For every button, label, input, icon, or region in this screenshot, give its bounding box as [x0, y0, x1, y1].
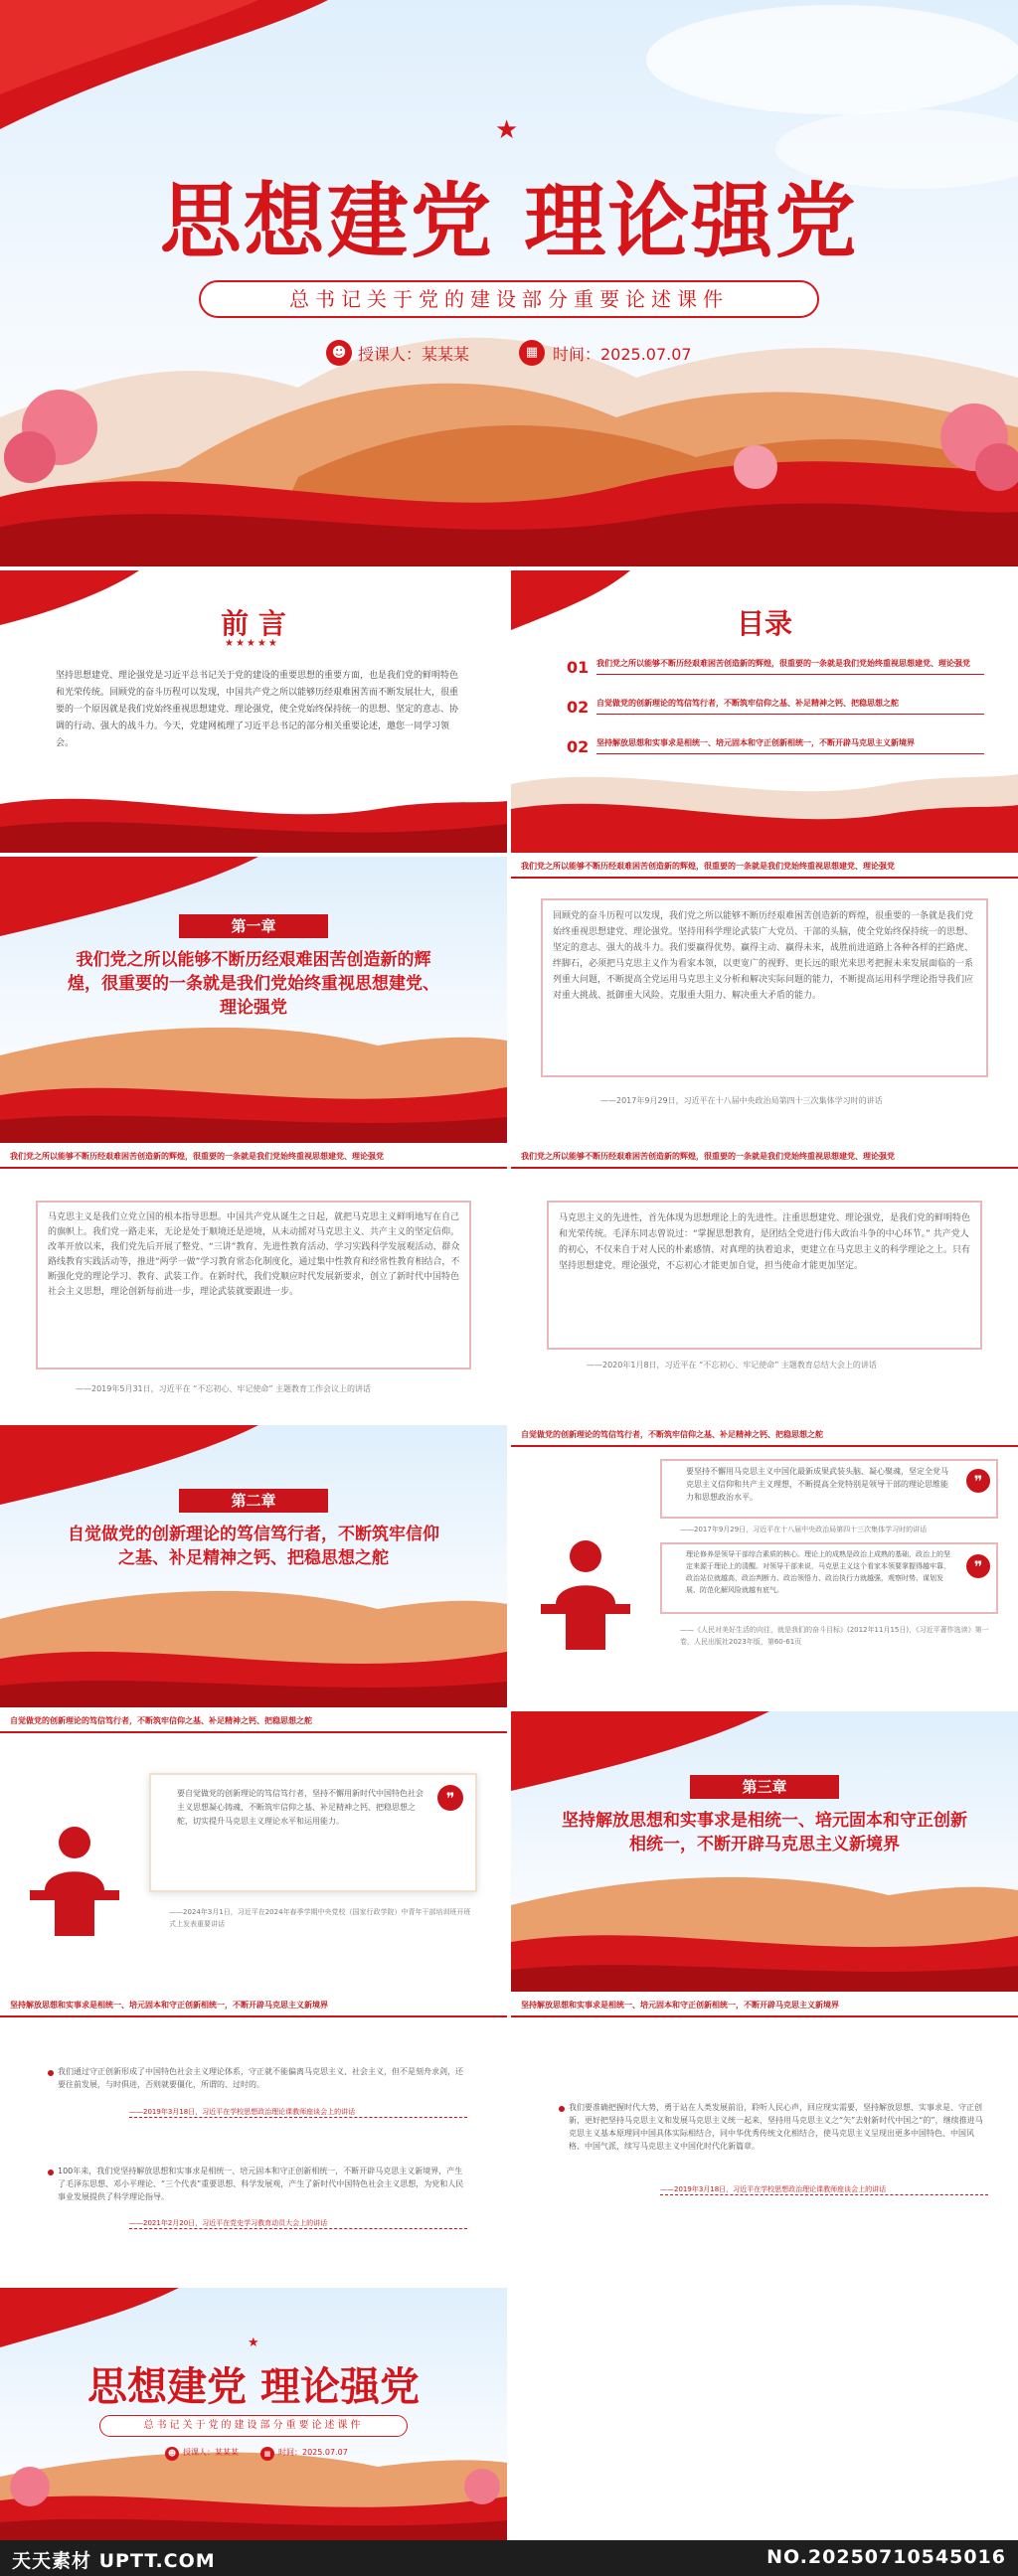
quote1-slide [511, 857, 1018, 1143]
cover-slide [0, 0, 1018, 566]
quote5-source: ——《人民对美好生活的向往，就是我们的奋斗目标》(2012年11月15日)，《习近平著作选读》第一卷，人民出版社2023年版，第60-61页 [680, 1626, 989, 1646]
quote8-body: 100年来，我们党坚持解放思想和实事求是相统一、培元固本和守正创新相统一，不断开辟马克思主义新境界，产生了毛泽东思想、邓小平理论、“三个代表”重要思想、科学发展观，产生了新时代中国特色社会主义思想，为党和人民事业发展提供了科学理论指导。 [58, 2167, 464, 2201]
cover-title: 思想建党 理论强党 [159, 175, 859, 269]
end-cover-date: 时间：2025.07.07 [278, 2448, 348, 2457]
quote3-source: ——2020年1月8日，习近平在 “不忘初心、牢记使命” 主题教育总结大会上的讲话 [587, 1361, 877, 1369]
toc-item-text: 我们党之所以能够不断历经艰难困苦创造新的辉煌，很重要的一条就是我们党始终重视思想建党、理论强党 [596, 658, 984, 675]
toc-item-text: 坚持解放思想和实事求是相统一、培元固本和守正创新相统一，不断开辟马克思主义新境界 [596, 737, 984, 754]
quote4-source: ——2017年9月29日，习近平在十八届中央政治局第四十三次集体学习时的讲话 [680, 1526, 928, 1533]
chapter3-slide [511, 1711, 1018, 1992]
chapter2-slide [0, 1425, 507, 1707]
quote6-slide [0, 1711, 507, 1992]
quote78-slide [0, 1996, 507, 2284]
quote8-source: ——2021年2月20日，习近平在党史学习教育动员大会上的讲话 [129, 2218, 467, 2229]
quote3-body: 马克思主义的先进性，首先体现为思想理论上的先进性。注重思想建党、理论强党，是我们党的鲜明特色和光荣传统。毛泽东同志曾说过：“掌握思想教育，是团结全党进行伟大政治斗争的中心环节。” 共产党人的初心，不仅来自于对人民的朴素感情、对真理的执着追求，更建立在马克思主义的科学理论之上。只有坚持思想建党、理论强党，不忘初心才能更加自觉，担当使命才能更加坚定。 [559, 1213, 971, 1271]
footer-bar [0, 2540, 1018, 2576]
toc-slide [511, 570, 1018, 853]
chapter3-tag: 第三章 [690, 1775, 839, 1799]
quote9-slide [511, 1996, 1018, 2284]
section-strip: 我们党之所以能够不断历经艰难困苦创造新的辉煌，很重要的一条就是我们党始终重视思想建党、理论强党 [0, 1147, 507, 1169]
toc-item-number: 02 [567, 737, 590, 756]
preface-heading: 前 言 [221, 607, 286, 640]
section-strip: 坚持解放思想和实事求是相统一、培元固本和守正创新相统一，不断开辟马克思主义新境界 [511, 1996, 1018, 2017]
section-strip: 坚持解放思想和实事求是相统一、培元固本和守正创新相统一，不断开辟马克思主义新境界 [0, 1996, 507, 2017]
quote7-body: 我们通过守正创新形成了中国特色社会主义理论体系，守正就不能偏离马克思主义、社会主义，但不是刻舟求剑，还要往前发展，与时俱进，否则就要僵化，所谓的、过时的。 [58, 2067, 463, 2089]
end-cover-title: 思想建党 理论强党 [87, 2364, 420, 2410]
chapter3-title: 坚持解放思想和实事求是相统一、培元固本和守正创新相统一，不断开辟马克思主义新境界 [562, 1811, 967, 1854]
preface-stars: ★★★★★ [225, 638, 279, 649]
cover-date: 时间：2025.07.07 [553, 345, 692, 364]
quote7-bullet-icon [48, 2070, 54, 2076]
section-strip: 自觉做党的创新理论的笃信笃行者，不断筑牢信仰之基、补足精神之钙、把稳思想之舵 [511, 1425, 1018, 1447]
quote45-slide [511, 1425, 1018, 1707]
presenter-icon: ☻ [326, 340, 352, 366]
calendar-icon: ▦ [260, 2447, 274, 2461]
toc-item-number: 02 [567, 698, 590, 717]
toc-heading: 目录 [736, 607, 792, 640]
quote9-bullet-icon [559, 2106, 565, 2112]
section-strip: 我们党之所以能够不断历经艰难困苦创造新的辉煌，很重要的一条就是我们党始终重视思想建党、理论强党 [511, 1147, 1018, 1169]
quote4-mark-icon: ❞ [966, 1469, 990, 1493]
quote6-mark-icon: ❞ [437, 1785, 463, 1811]
quote3-slide [511, 1147, 1018, 1421]
quote7-source: ——2019年3月18日，习近平在学校思想政治理论课教师座谈会上的讲话 [129, 2107, 467, 2118]
quote8-bullet-icon [48, 2170, 54, 2175]
speaker-icon [531, 1534, 640, 1654]
end-cover-slide [0, 2288, 507, 2540]
cover-subtitle-box [199, 280, 819, 318]
chapter1-title: 我们党之所以能够不断历经艰难困苦创造新的辉煌，很重要的一条就是我们党始终重视思想建党、理论强党 [68, 950, 439, 1018]
chapter2-tag: 第二章 [179, 1489, 328, 1513]
calendar-icon: ▦ [519, 340, 545, 366]
section-strip: 我们党之所以能够不断历经艰难困苦创造新的辉煌，很重要的一条就是我们党始终重视思想建党、理论强党 [511, 857, 1018, 879]
cover-star: ★ [495, 115, 519, 145]
chapter1-tag: 第一章 [179, 914, 328, 938]
cover-subtitle: 总书记关于党的建设部分重要论述课件 [289, 287, 729, 311]
quote2-source: ——2019年5月31日，习近平在 “不忘初心、牢记使命” 主题教育工作会议上的讲话 [76, 1384, 372, 1393]
chapter1-slide [0, 857, 507, 1143]
quote1-source: ——2017年9月29日，习近平在十八届中央政治局第四十三次集体学习时的讲话 [600, 1096, 883, 1105]
cover-presenter: 授课人：某某某 [358, 345, 470, 364]
toc-item-number: 01 [567, 658, 590, 677]
quote6-body: 要自觉做党的创新理论的笃信笃行者，坚持不懈用新时代中国特色社会主义思想凝心铸魂，不断筑牢信仰之基、补足精神之钙、把稳思想之舵，切实提升马克思主义理论水平和运用能力。 [177, 1789, 424, 1826]
quote5-mark-icon: ❞ [966, 1554, 990, 1578]
quote6-source: ——2024年3月1日，习近平在2024年春季学期中央党校（国家行政学院）中青年干部培训班开班式上发表重要讲话 [169, 1908, 471, 1928]
quote2-body: 马克思主义是我们立党立国的根本指导思想。中国共产党从诞生之日起，就把马克思主义鲜明地写在自己的旗帜上。我们党一路走来，无论是处于顺境还是逆境，从未动摇对马克思主义、共产主义的坚定信仰。改革开放以来，我们党先后开展了整党、“三讲”教育、先进性教育活动、学习实践科学发展观活动、群众路线教育实践活动等，推进“两学一做”学习教育常态化制度化，通过集中性教育和经常性教育相结合，不断强化党的理论学习、教育、武装工作。在新时代，我们党顺应时代发展新要求，创立了新时代中国特色社会主义思想，理论创新每前进一步，理论武装就要跟进一步。 [48, 1212, 460, 1297]
end-cover-star: ★ [248, 2335, 259, 2350]
quote2-slide [0, 1147, 507, 1421]
quote1-body: 回顾党的奋斗历程可以发现，我们党之所以能够不断历经艰难困苦创造新的辉煌，很重要的一条就是我们党始终重视思想建党、理论强党。坚持用科学理论武装广大党员、干部的头脑，使全党始终保持统一的思想、坚定的意志、强大的战斗力。我们要赢得优势、赢得主动、赢得未来，战胜前进道路上各种各样的拦路虎、绊脚石，必须把马克思主义作为看家本领，以更宽广的视野、更长远的眼光来思考把握未来发展面临的一系列重大问题，不断提高全党运用马克思主义分析和解决实际问题的能力，不断提高运用科学理论指导我们应对重大挑战、抵御重大风险、克服重大阻力、解决重大矛盾的能力。 [553, 911, 974, 1001]
footer-code: NO.20250710545016 [766, 2546, 1006, 2568]
end-cover-subtitle-box [99, 2415, 408, 2437]
end-cover-subtitle: 总书记关于党的建设部分重要论述课件 [143, 2420, 364, 2431]
section-strip: 自觉做党的创新理论的笃信笃行者，不断筑牢信仰之基、补足精神之钙、把稳思想之舵 [0, 1711, 507, 1733]
quote9-source: ——2019年3月18日，习近平在学校思想政治理论课教师座谈会上的讲话 [660, 2184, 988, 2195]
quote9-body: 我们要准确把握时代大势，勇于站在人类发展前沿，聆听人民心声，回应现实需要，坚持解放思想、实事求是、守正创新，更好把坚持马克思主义和发展马克思主义统一起来，坚持用马克思主义之“矢”去射新时代中国之“的”，继续推进马克思主义基本原理同中国具体实际相结合，同中华优秀传统文化相结合，使马克思主义呈现出更多中国特色、中国风格、中国气派，续写马克思主义中国化时代化新篇章。 [569, 2103, 983, 2151]
preface-slide [0, 570, 507, 853]
footer-brand: 天天素材 UPTT.COM [12, 2550, 216, 2572]
end-cover-background [0, 2288, 507, 2540]
preface-body: 坚持思想建党、理论强党是习近平总书记关于党的建设的重要思想的重要方面，也是我们党的鲜明特色和光荣传统。回顾党的奋斗历程可以发现，中国共产党之所以能够历经艰难困苦而不断发展壮大，很重要的一个原因就是我们党始终重视思想建党、理论强党，使全党始终保持统一的思想、坚定的意志、协调的行动、强大的战斗力。今天，党建网梳理了习近平总书记的部分相关重要论述，邀您一同学习领会。 [56, 671, 459, 748]
toc-item-text: 自觉做党的创新理论的笃信笃行者，不断筑牢信仰之基、补足精神之钙、把稳思想之舵 [596, 698, 984, 715]
presenter-icon: ☻ [165, 2447, 179, 2461]
speaker-icon [20, 1821, 129, 1940]
end-cover-presenter: 授课人：某某某 [183, 2448, 239, 2457]
quote5-body: 理论修养是领导干部综合素质的核心。理论上的成熟是政治上成熟的基础，政治上的坚定来源于理论上的清醒。对领导干部来说，马克思主义这个看家本领要掌握得越牢靠，政治站位就越高，政治判断力、政治领悟力、政治执行力就越强，观察时势、谋划发展、防范化解风险就越有底气。 [686, 1550, 950, 1594]
quote4-body: 要坚持不懈用马克思主义中国化最新成果武装头脑、凝心聚魂，坚定全党马克思主义信仰和共产主义理想，不断提高全党特别是领导干部的理论思维能力和思想政治水平。 [686, 1467, 948, 1502]
chapter2-title: 自觉做党的创新理论的笃信笃行者，不断筑牢信仰之基、补足精神之钙、把稳思想之舵 [68, 1525, 439, 1568]
